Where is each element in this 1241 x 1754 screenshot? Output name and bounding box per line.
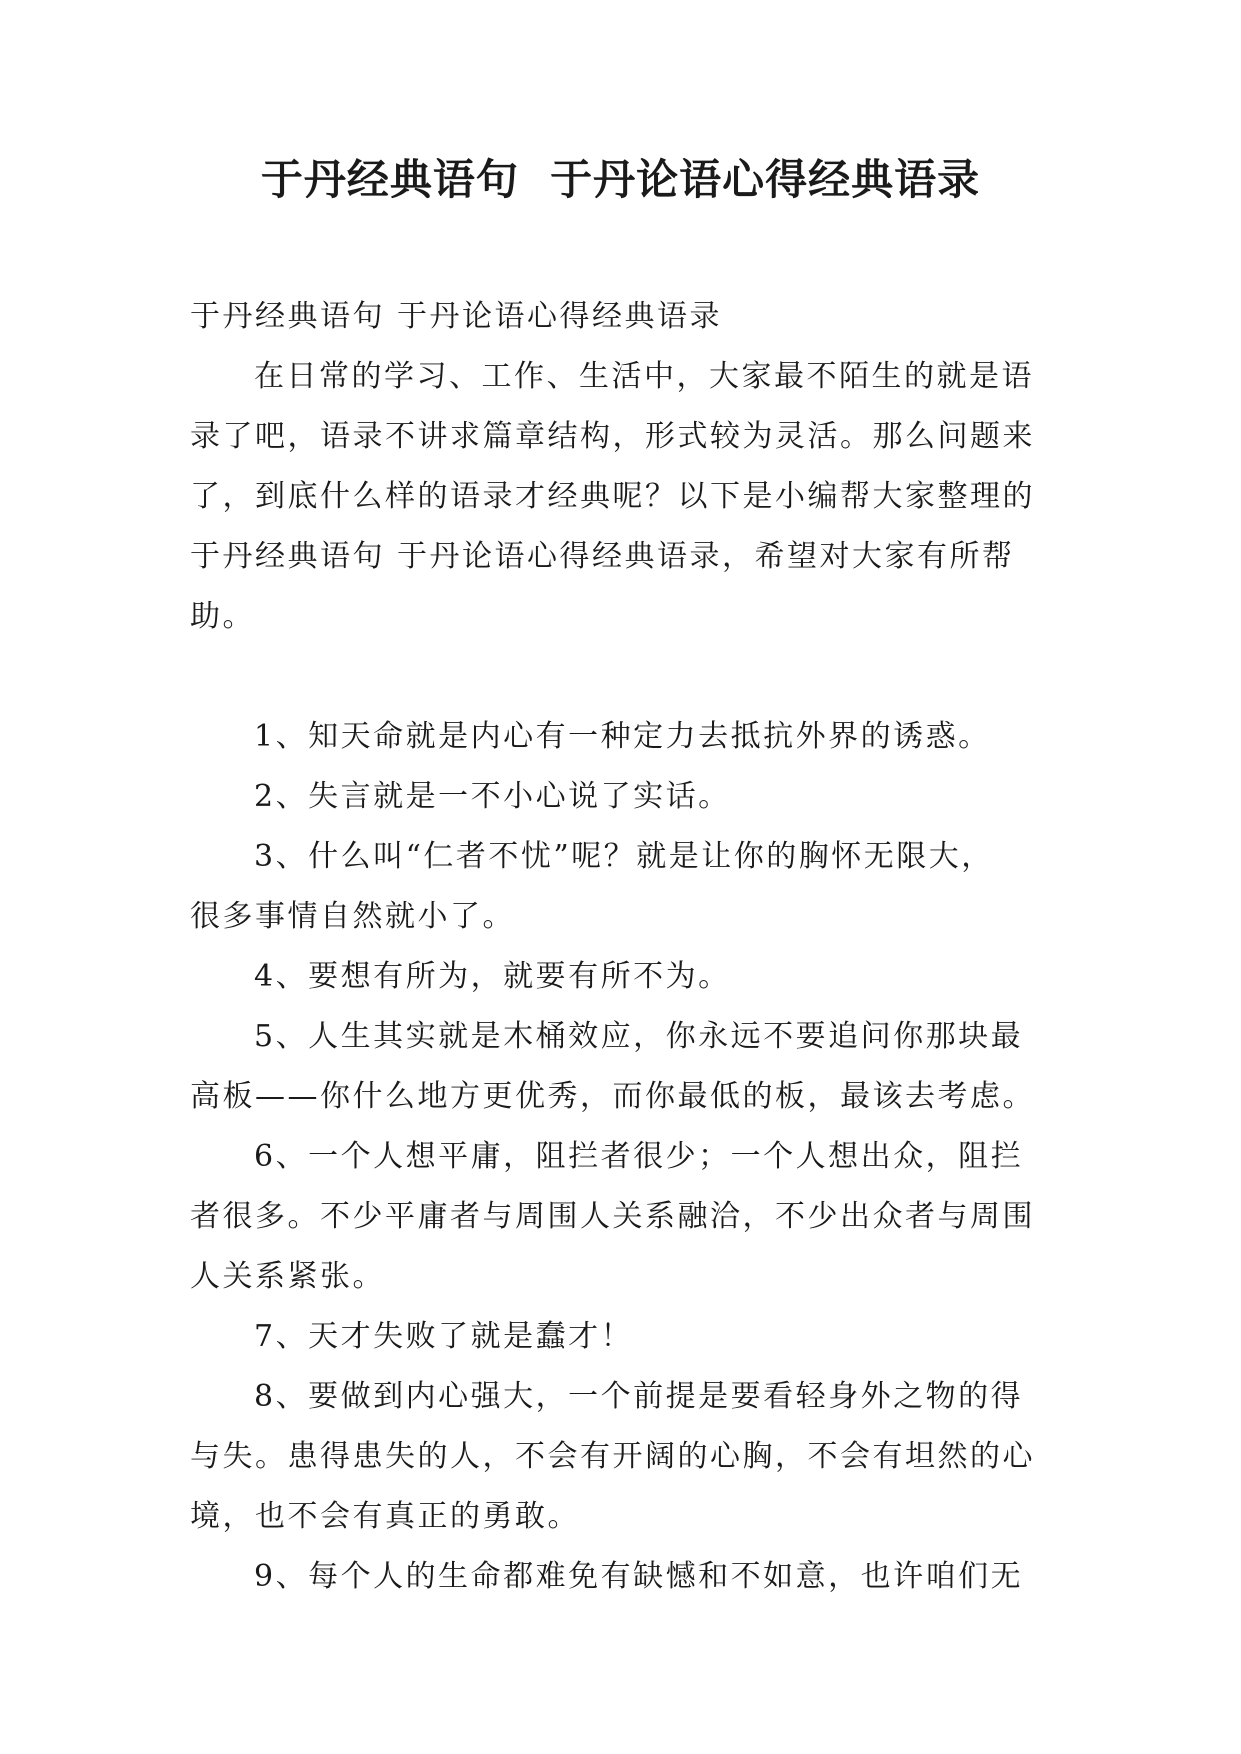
quote-line: 1、知天命就是内心有一种定力去抵抗外界的诱惑。 (254, 719, 991, 754)
quote-line: 5、人生其实就是木桶效应，你永远不要追问你那块最 (254, 1019, 1024, 1054)
intro-line: 助。 (190, 599, 255, 634)
intro-line: 了，到底什么样的语录才经典呢？以下是小编帮大家整理的 (190, 479, 1035, 514)
quote-line: 很多事情自然就小了。 (190, 899, 515, 934)
quote-line: 8、要做到内心强大，一个前提是要看轻身外之物的得 (254, 1379, 1024, 1414)
subtitle-line: 于丹经典语句 于丹论语心得经典语录 (190, 299, 723, 334)
quote-line: 6、一个人想平庸，阻拦者很少；一个人想出众，阻拦 (254, 1139, 1024, 1174)
quote-line: 者很多。不少平庸者与周围人关系融洽，不少出众者与周围 (190, 1199, 1035, 1234)
quote-line: 7、天才失败了就是蠢才！ (254, 1319, 634, 1354)
quote-line: 3、什么叫“仁者不忧”呢？就是让你的胸怀无限大， (254, 839, 994, 874)
intro-line: 于丹经典语句 于丹论语心得经典语录，希望对大家有所帮 (190, 539, 1015, 574)
quote-line: 人关系紧张。 (190, 1259, 385, 1294)
quote-line: 高板——你什么地方更优秀，而你最低的板，最该去考虑。 (190, 1079, 1035, 1114)
paragraph-gap (190, 647, 1065, 707)
quote-line: 与失。患得患失的人，不会有开阔的心胸，不会有坦然的心 (190, 1439, 1035, 1474)
quote-line: 4、要想有所为，就要有所不为。 (254, 959, 731, 994)
intro-line: 录了吧，语录不讲求篇章结构，形式较为灵活。那么问题来 (190, 419, 1035, 454)
quote-line: 境，也不会有真正的勇敢。 (190, 1499, 580, 1534)
document-body (190, 287, 1065, 1607)
quote-line: 2、失言就是一不小心说了实话。 (254, 779, 731, 814)
document-title: 于丹经典语句 于丹论语心得经典语录 (260, 155, 981, 204)
quote-line: 9、每个人的生命都难免有缺憾和不如意，也许咱们无 (254, 1559, 1024, 1594)
intro-line: 在日常的学习、工作、生活中，大家最不陌生的就是语 (254, 359, 1034, 394)
